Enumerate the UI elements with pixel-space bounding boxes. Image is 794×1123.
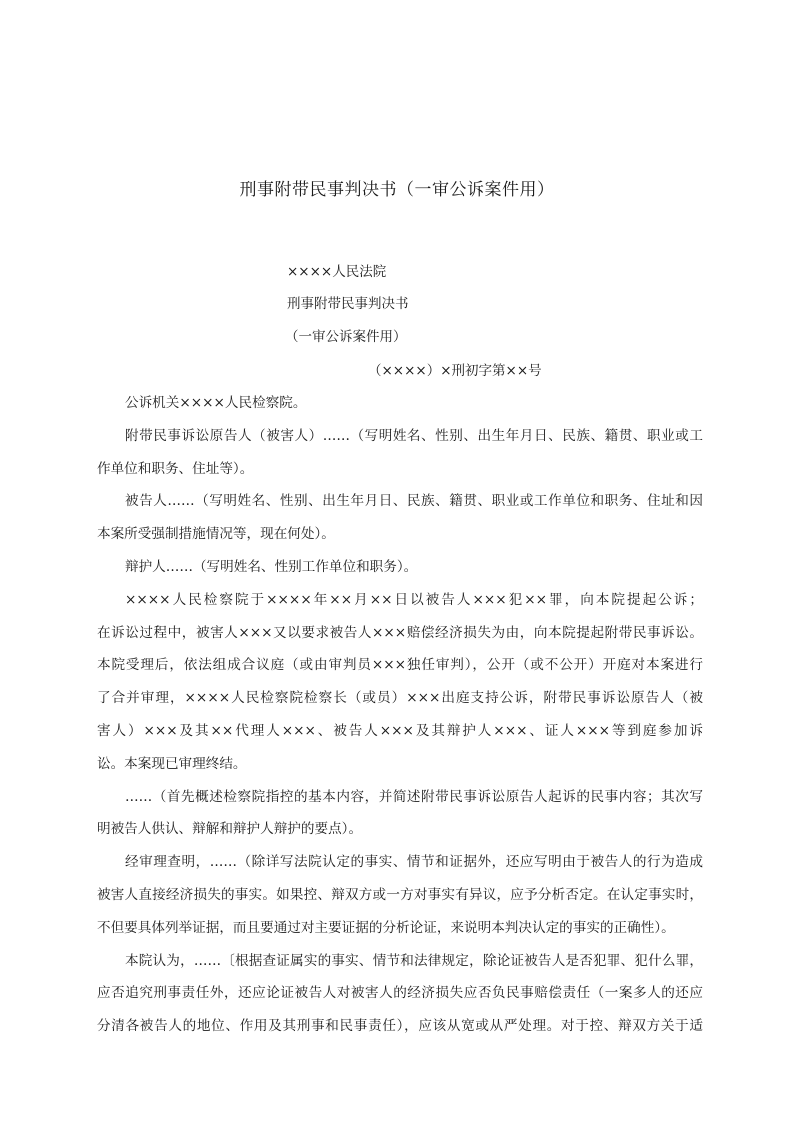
paragraph bbox=[97, 392, 703, 425]
paragraph bbox=[97, 425, 703, 491]
paragraph-line: ……（首先概述检察院指控的基本内容，并简述附带民事诉讼原告人起诉的民事内容；其次写 bbox=[125, 788, 703, 805]
paragraph bbox=[97, 589, 703, 786]
document-title: 刑事附带民事判决书（一审公诉案件用） bbox=[239, 180, 555, 200]
document-usage: （一审公诉案件用） bbox=[285, 329, 407, 345]
paragraph bbox=[97, 950, 703, 1048]
document-body bbox=[97, 392, 703, 1048]
paragraph-line: 分清各被告人的地位、作用及其刑事和民事责任），应该从宽或从严处理。对于控、辩双方关于适 bbox=[97, 1018, 703, 1035]
document-type: 刑事附带民事判决书 bbox=[287, 296, 409, 312]
paragraph bbox=[97, 851, 703, 949]
paragraph bbox=[97, 556, 703, 589]
paragraph bbox=[97, 786, 703, 852]
paragraph-line: 在诉讼过程中，被害人×××又以要求被告人×××赔偿经济损失为由，向本院提起附带民事诉讼。 bbox=[97, 624, 703, 641]
paragraph-line: 不但要具体列举证据，而且要通过对主要证据的分析论证，来说明本判决认定的事实的正确性）。 bbox=[97, 919, 675, 936]
paragraph-line: 附带民事诉讼原告人（被害人）……（写明姓名、性别、出生年月日、民族、籍贯、职业或工 bbox=[125, 427, 703, 444]
paragraph-line: 本院认为，……〔根据查证属实的事实、情节和法律规定，除论证被告人是否犯罪、犯什么罪， bbox=[125, 952, 703, 969]
paragraph bbox=[97, 490, 703, 556]
paragraph-line: 害人）×××及其××代理人×××、被告人×××及其辩护人×××、证人×××等到庭参加诉 bbox=[97, 722, 703, 739]
paragraph-line: ××××人民检察院于××××年××月××日以被告人×××犯××罪，向本院提起公诉； bbox=[125, 591, 703, 608]
paragraph-line: 公诉机关××××人民检察院。 bbox=[125, 395, 307, 411]
case-number: （××××）×刑初字第××号 bbox=[368, 363, 542, 379]
paragraph-line: 本案所受强制措施情况等，现在何处）。 bbox=[97, 526, 335, 543]
paragraph-line: 讼。本案现已审理终结。 bbox=[97, 755, 247, 772]
paragraph-line: 了合并审理，××××人民检察院检察长（或员）×××出庭支持公诉，附带民事诉讼原告人（被 bbox=[97, 690, 703, 707]
paragraph-line: 明被告人供认、辩解和辩护人辩护的要点）。 bbox=[97, 821, 363, 838]
paragraph-line: 应否追究刑事责任外，还应论证被告人对被害人的经济损失应否负民事赔偿责任（一案多人的还应 bbox=[97, 985, 703, 1002]
paragraph-line: 被害人直接经济损失的事实。如果控、辩双方或一方对事实有异议，应予分析否定。在认定事实时， bbox=[97, 886, 703, 903]
paragraph-line: 本院受理后，依法组成合议庭（或由审判员×××独任审判），公开（或不公开）开庭对本案进行 bbox=[97, 657, 703, 674]
court-name: ××××人民法院 bbox=[287, 264, 387, 280]
paragraph-line: 作单位和职务、住址等）。 bbox=[97, 460, 254, 477]
paragraph-line: 经审理查明，……（除详写法院认定的事实、情节和证据外，还应写明由于被告人的行为造成 bbox=[125, 854, 703, 871]
paragraph-line: 辩护人……（写明姓名、性别工作单位和职务）。 bbox=[125, 558, 418, 575]
paragraph-line: 被告人……（写明姓名、性别、出生年月日、民族、籍贯、职业或工作单位和职务、住址和因 bbox=[125, 493, 703, 510]
